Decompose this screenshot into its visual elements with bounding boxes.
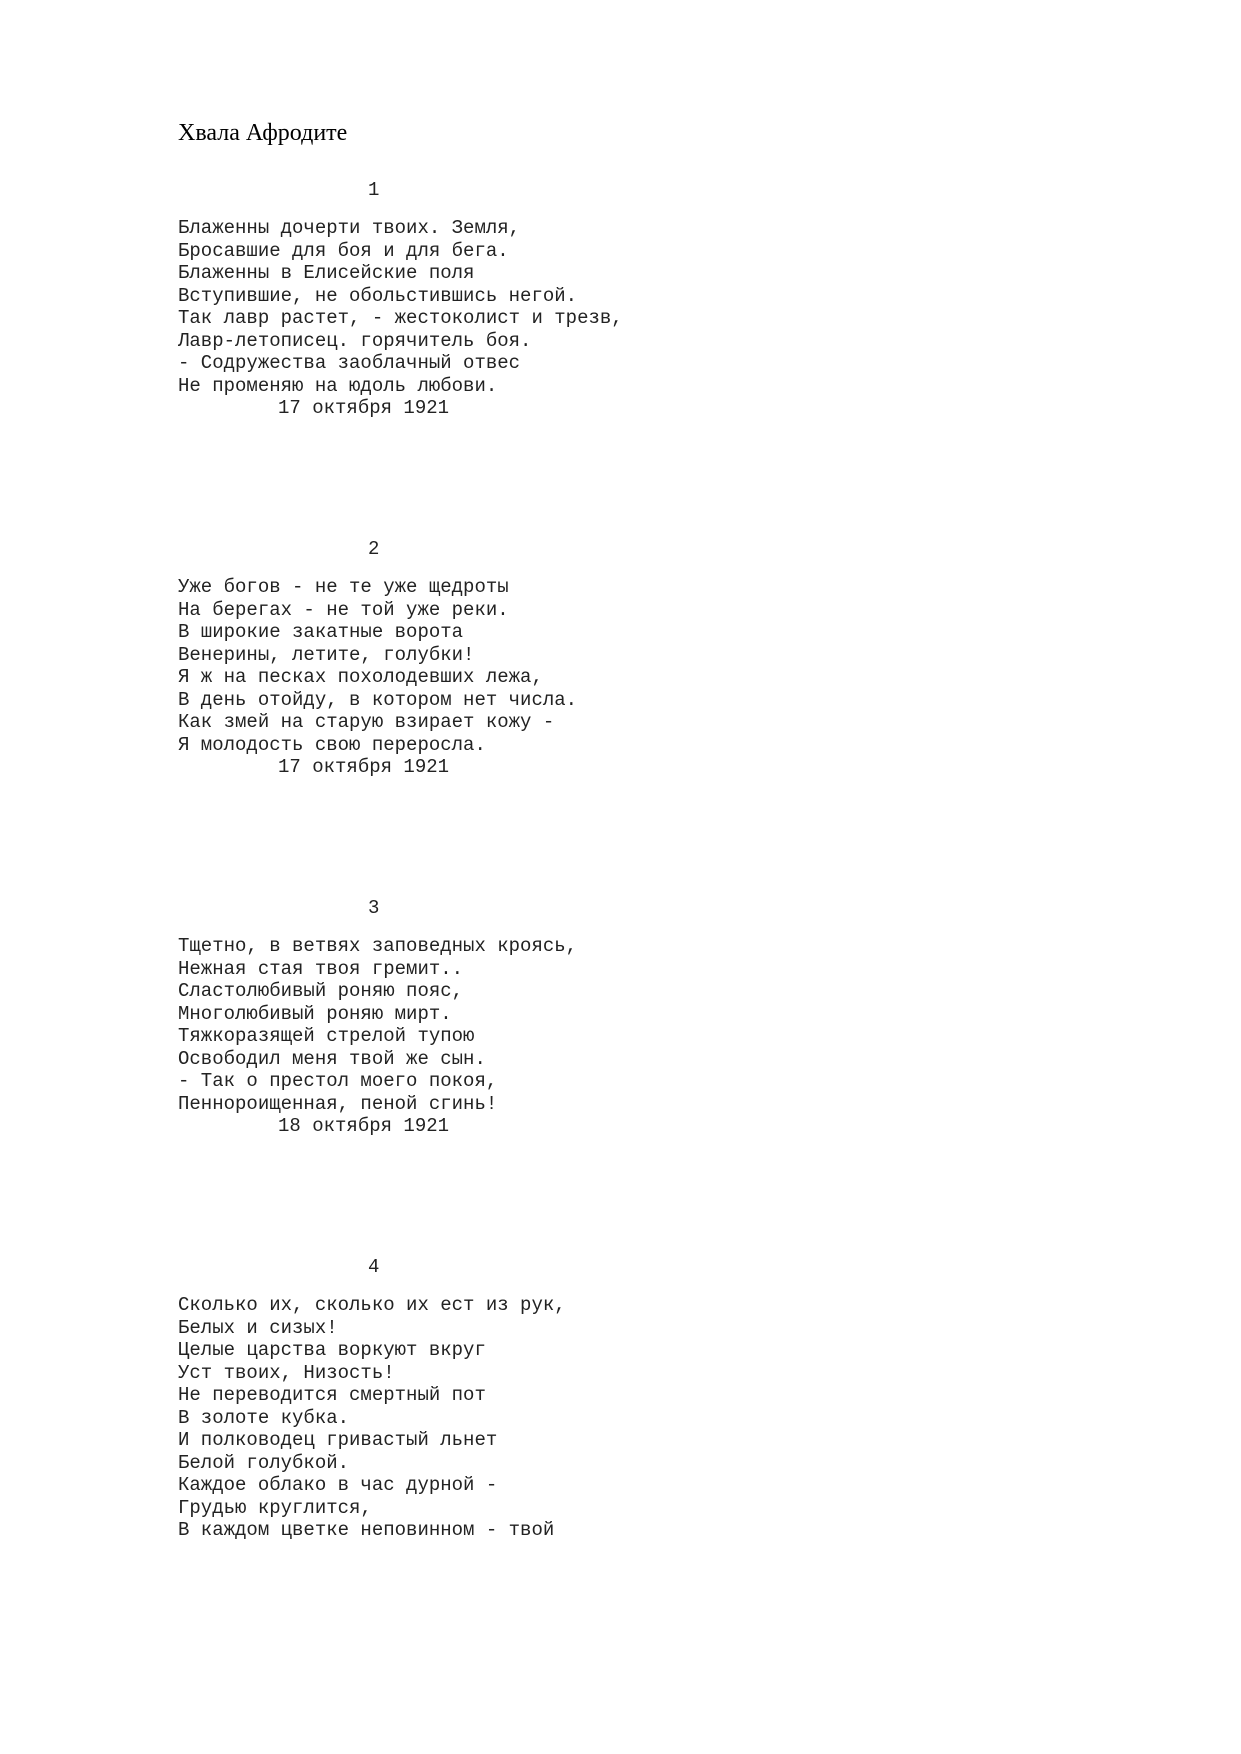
poem-line: И полководец гривастый льнет bbox=[178, 1429, 498, 1451]
poem-line: Лавр-летописец. горячитель боя. bbox=[178, 329, 532, 352]
poem-line: Многолюбивый роняю мирт. bbox=[178, 1002, 452, 1025]
stanza bbox=[178, 935, 577, 1025]
poem-line: Белых и сизых! bbox=[178, 1316, 338, 1339]
poem-line: На берегах - не той уже реки. bbox=[178, 598, 509, 621]
poem-line: Так лавр растет, - жестоколист и трезв, bbox=[178, 307, 623, 329]
poem-line: Тяжкоразящей стрелой тупою bbox=[178, 1025, 475, 1047]
poem-line: Грудью круглится, bbox=[178, 1496, 372, 1519]
poem-line: Белой голубкой. bbox=[178, 1451, 350, 1474]
poem-line: В день отойду, в котором нет числа. bbox=[178, 688, 578, 711]
poem-line: Не переводится смертный пот bbox=[178, 1384, 486, 1406]
poem-line: - Так о престол моего покоя, bbox=[178, 1070, 498, 1092]
poem-date: 18 октября 1921 bbox=[278, 1115, 450, 1137]
poem-line: Сколько их, сколько их ест из рук, bbox=[178, 1294, 566, 1316]
poem-number: 2 bbox=[368, 538, 380, 560]
poem-line: Тщетно, в ветвях заповедных кроясь, bbox=[178, 935, 578, 957]
poem-line: Блаженны дочерти твоих. Земля, bbox=[178, 217, 521, 239]
stanza bbox=[178, 666, 577, 756]
stanza bbox=[178, 1474, 554, 1542]
poem-line: Уст твоих, Низость! bbox=[178, 1361, 395, 1384]
stanza bbox=[178, 1025, 497, 1115]
stanza bbox=[178, 1384, 497, 1474]
poem-line: Как змей на старую взирает кожу - bbox=[178, 711, 555, 733]
poem-line: Сластолюбивый роняю пояс, bbox=[178, 980, 464, 1002]
stanza bbox=[178, 576, 509, 666]
poem-line: Целые царства воркуют вкруг bbox=[178, 1339, 486, 1361]
poem-line: Я молодость свою переросла. bbox=[178, 733, 486, 756]
poem-line: Освободил меня твой же сын. bbox=[178, 1047, 486, 1070]
stanza bbox=[178, 1294, 566, 1384]
poem-date: 17 октября 1921 bbox=[278, 397, 450, 419]
poem-line: - Содружества заоблачный отвес bbox=[178, 352, 521, 374]
poem-line: Не променяю на юдоль любови. bbox=[178, 374, 498, 397]
poem-line: Блаженны в Елисейские поля bbox=[178, 262, 475, 284]
poem-line: В широкие закатные ворота bbox=[178, 621, 464, 643]
document-title: Хвала Афродите bbox=[178, 120, 348, 146]
poem-line: Каждое облако в час дурной - bbox=[178, 1474, 498, 1496]
poem-date: 17 октября 1921 bbox=[278, 756, 450, 778]
poem-number: 1 bbox=[368, 179, 380, 201]
poem-number: 4 bbox=[368, 1256, 380, 1278]
poem-line: Я ж на песках похолодевших лежа, bbox=[178, 666, 543, 688]
poem-line: Нежная стая твоя гремит.. bbox=[178, 957, 464, 980]
poem-number: 3 bbox=[368, 897, 380, 919]
poem-line: Бросавшие для боя и для бега. bbox=[178, 239, 509, 262]
stanza bbox=[178, 217, 577, 307]
poem-line: В золоте кубка. bbox=[178, 1406, 350, 1429]
poem-line: Пеннороищенная, пеной сгинь! bbox=[178, 1092, 498, 1115]
stanza bbox=[178, 307, 623, 397]
poem-line: Венерины, летите, голубки! bbox=[178, 643, 475, 666]
poem-line: Вступившие, не обольстившись негой. bbox=[178, 284, 578, 307]
poem-line: Уже богов - не те уже щедроты bbox=[178, 576, 509, 598]
poem-line: В каждом цветке неповинном - твой bbox=[178, 1519, 555, 1541]
